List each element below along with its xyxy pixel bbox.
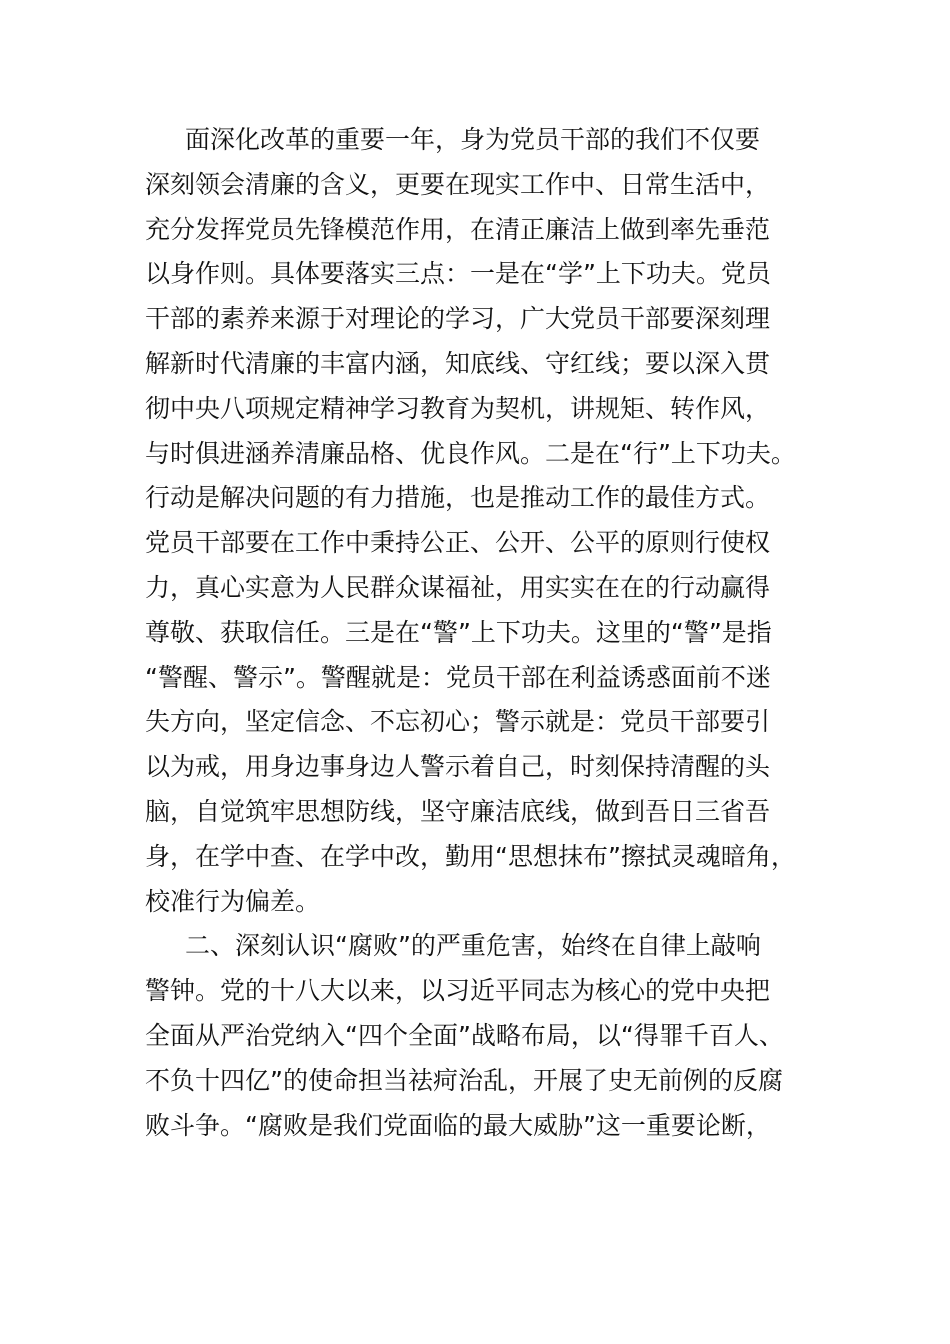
text-line: 党员干部要在工作中秉持公正、公开、公平的原则行使权	[145, 528, 771, 558]
text-line: 不负十四亿”的使命担当祛疴治乱，开展了史无前例的反腐	[145, 1065, 783, 1095]
text-line: 面深化改革的重要一年，身为党员干部的我们不仅要	[185, 125, 761, 154]
text-line: 失方向，坚定信念、不忘初心；警示就是：党员干部要引	[145, 707, 771, 737]
text-line: 充分发挥党员先锋模范作用，在清正廉洁上做到率先垂范	[145, 214, 771, 244]
text-line: 以为戒，用身边事身边人警示着自己，时刻保持清醒的头	[145, 752, 771, 782]
text-line: 彻中央八项规定精神学习教育为契机，讲规矩、转作风，	[145, 393, 771, 423]
document-body	[145, 118, 825, 1148]
text-line: 尊敬、获取信任。三是在“警”上下功夫。这里的“警”是指	[145, 617, 772, 647]
text-line: 校准行为偏差。	[145, 886, 321, 916]
text-line: 脑，自觉筑牢思想防线，坚守廉洁底线，做到吾日三省吾	[145, 796, 771, 826]
text-line: 全面从严治党纳入“四个全面”战略布局，以“得罪千百人、	[145, 1020, 784, 1050]
section-heading-line: 二、深刻认识“腐败”的严重危害，始终在自律上敲响	[185, 931, 761, 961]
text-line: 败斗争。“腐败是我们党面临的最大威胁”这一重要论断，	[145, 1110, 771, 1140]
text-line: 深刻领会清廉的含义，更要在现实工作中、日常生活中，	[145, 169, 771, 199]
text-line: 行动是解决问题的有力措施，也是推动工作的最佳方式。	[145, 483, 771, 513]
text-line: “警醒、警示”。警醒就是：党员干部在利益诱惑面前不迷	[145, 662, 771, 692]
text-line: 身，在学中查、在学中改，勤用“思想抹布”擦拭灵魂暗角，	[145, 841, 796, 871]
text-line: 以身作则。具体要落实三点：一是在“学”上下功夫。党员	[145, 259, 771, 289]
text-line: 警钟。党的十八大以来，以习近平同志为核心的党中央把	[145, 976, 771, 1006]
text-line: 干部的素养来源于对理论的学习，广大党员干部要深刻理	[145, 304, 771, 334]
text-line: 与时俱进涵养清廉品格、优良作风。二是在“行”上下功夫。	[145, 438, 796, 468]
text-line: 解新时代清廉的丰富内涵，知底线、守红线；要以深入贯	[145, 348, 771, 378]
text-line: 力，真心实意为人民群众谋福祉，用实实在在的行动赢得	[145, 572, 771, 602]
